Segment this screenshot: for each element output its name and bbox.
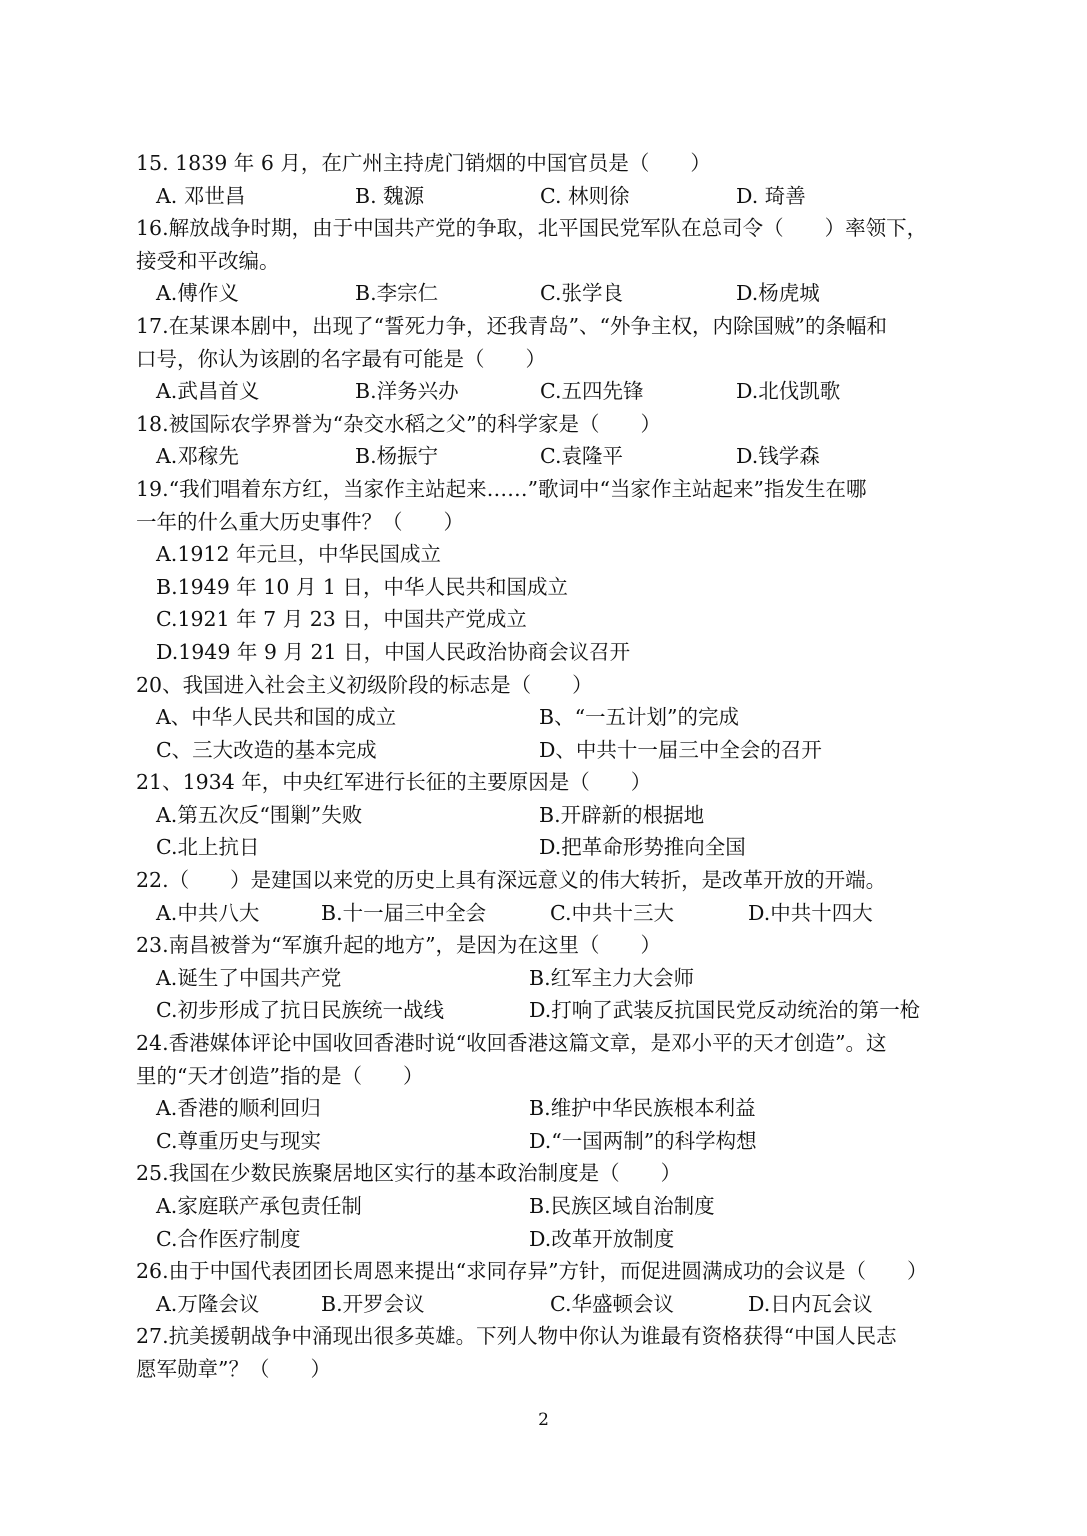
answer-option: C.张学良 [540, 281, 623, 306]
answer-option: C.五四先锋 [540, 379, 644, 404]
answer-option: C、三大改造的基本完成 [156, 737, 377, 762]
answer-option: A.万隆会议 [156, 1291, 260, 1316]
answer-option: C.合作医疗制度 [156, 1226, 301, 1251]
answer-option: D.把革命形势推向全国 [539, 835, 746, 860]
option-row [136, 1092, 966, 1125]
question-stem: 24.香港媒体评论中国收回香港时说“收回香港这篇文章，是邓小平的天才创造”。这 [136, 1031, 887, 1056]
question-list [136, 147, 966, 1386]
answer-option: D.“一国两制”的科学构想 [529, 1128, 757, 1153]
answer-option: C.北上抗日 [156, 835, 260, 860]
answer-option: B、“一五计划”的完成 [539, 705, 740, 730]
answer-option: D.中共十四大 [748, 900, 873, 925]
answer-option: A.傅作义 [156, 281, 239, 306]
option-row [136, 799, 966, 832]
answer-option: B.十一届三中全会 [321, 900, 487, 925]
question-stem: 里的“天才创造”指的是（ ） [136, 1063, 424, 1088]
option-row [136, 1288, 966, 1321]
answer-option: C.袁隆平 [540, 444, 623, 469]
answer-option: B.红军主力大会师 [529, 965, 695, 990]
answer-option: A.第五次反“围剿”失败 [156, 802, 363, 827]
question-stem: 20、我国进入社会主义初级阶段的标志是（ ） [136, 672, 593, 697]
answer-option: D.1949 年 9 月 21 日，中国人民政治协商会议召开 [156, 639, 631, 664]
answer-option: A.中共八大 [156, 900, 260, 925]
option-row [136, 1223, 966, 1256]
option-row [136, 1190, 966, 1223]
answer-option: A.诞生了中国共产党 [156, 965, 342, 990]
question-stem: 16.解放战争时期，由于中国共产党的争取，北平国民党军队在总司令（ ）率领下， [136, 216, 928, 241]
option-row [136, 571, 966, 604]
question-stem: 19.“我们唱着东方红，当家作主站起来……”歌词中“当家作主站起来”指发生在哪 [136, 476, 867, 501]
option-row [136, 994, 966, 1027]
answer-option: A.1912 年元旦，中华民国成立 [156, 542, 442, 567]
answer-option: A. 邓世昌 [156, 183, 246, 208]
answer-option: B.开罗会议 [321, 1291, 425, 1316]
answer-option: B.李宗仁 [355, 281, 439, 306]
answer-option: C.尊重历史与现实 [156, 1128, 321, 1153]
question-stem: 接受和平改编。 [136, 248, 280, 273]
answer-option: C.华盛顿会议 [550, 1291, 674, 1316]
option-row [136, 440, 966, 473]
option-row [136, 701, 966, 734]
answer-option: A.香港的顺利回归 [156, 1096, 321, 1121]
answer-option: D、中共十一届三中全会的召开 [539, 737, 822, 762]
answer-option: A.邓稼先 [156, 444, 239, 469]
answer-option: B.民族区域自治制度 [529, 1194, 715, 1218]
answer-option: A.家庭联产承包责任制 [156, 1194, 362, 1218]
answer-option: B.开辟新的根据地 [539, 802, 705, 827]
option-row [136, 636, 966, 669]
option-row [136, 897, 966, 930]
answer-option: C.中共十三大 [550, 900, 674, 925]
question-stem: 26.由于中国代表团团长周恩来提出“求同存异”方针，而促进圆满成功的会议是（ ） [136, 1259, 928, 1284]
option-row [136, 277, 966, 310]
option-row [136, 831, 966, 864]
question-stem: 23.南昌被誉为“军旗升起的地方”，是因为在这里（ ） [136, 933, 662, 958]
answer-option: B. 魏源 [355, 183, 425, 208]
answer-option: D.打响了武装反抗国民党反动统治的第一枪 [529, 998, 921, 1023]
question-stem: 18.被国际农学界誉为“杂交水稻之父”的科学家是（ ） [136, 411, 662, 436]
option-row [136, 603, 966, 636]
answer-option: B.洋务兴办 [355, 379, 459, 404]
page-number: 2 [538, 1410, 549, 1430]
question-stem: 17.在某课本剧中，出现了“誓死力争，还我青岛”、“外争主权，内除国贼”的条幅和 [136, 313, 888, 338]
question-stem: 15. 1839 年 6 月，在广州主持虎门销烟的中国官员是（ ） [136, 151, 711, 175]
answer-option: B.维护中华民族根本利益 [529, 1096, 756, 1121]
option-row [136, 1125, 966, 1158]
answer-option: C.初步形成了抗日民族统一战线 [156, 998, 444, 1023]
question-stem: 27.抗美援朝战争中涌现出很多英雄。下列人物中你认为谁最有资格获得“中国人民志 [136, 1324, 897, 1349]
option-row [136, 962, 966, 995]
answer-option: D.改革开放制度 [529, 1226, 675, 1251]
option-row [136, 734, 966, 767]
answer-option: B.1949 年 10 月 1 日，中华人民共和国成立 [156, 574, 568, 599]
question-stem: 口号，你认为该剧的名字最有可能是（ ） [136, 346, 546, 371]
answer-option: D.日内瓦会议 [748, 1291, 873, 1316]
answer-option: C. 林则徐 [540, 183, 630, 208]
answer-option: D. 琦善 [736, 183, 806, 208]
option-row [136, 180, 966, 213]
question-stem: 21、1934 年，中央红军进行长征的主要原因是（ ） [136, 770, 652, 795]
question-stem: 22.（ ）是建国以来党的历史上具有深远意义的伟大转折，是改革开放的开端。 [136, 868, 887, 893]
answer-option: B.杨振宁 [355, 444, 439, 469]
answer-option: A、中华人民共和国的成立 [156, 705, 397, 730]
answer-option: D.钱学森 [736, 444, 820, 469]
answer-option: D.北伐凯歌 [736, 379, 841, 404]
answer-option: D.杨虎城 [736, 281, 820, 306]
question-stem: 25.我国在少数民族聚居地区实行的基本政治制度是（ ） [136, 1161, 682, 1186]
option-row [136, 375, 966, 408]
answer-option: A.武昌首义 [156, 379, 260, 404]
answer-option: C.1921 年 7 月 23 日，中国共产党成立 [156, 607, 527, 632]
question-stem: 一年的什么重大历史事件？（ ） [136, 509, 464, 534]
option-row [136, 538, 966, 571]
question-stem: 愿军勋章”？（ ） [136, 1356, 331, 1381]
